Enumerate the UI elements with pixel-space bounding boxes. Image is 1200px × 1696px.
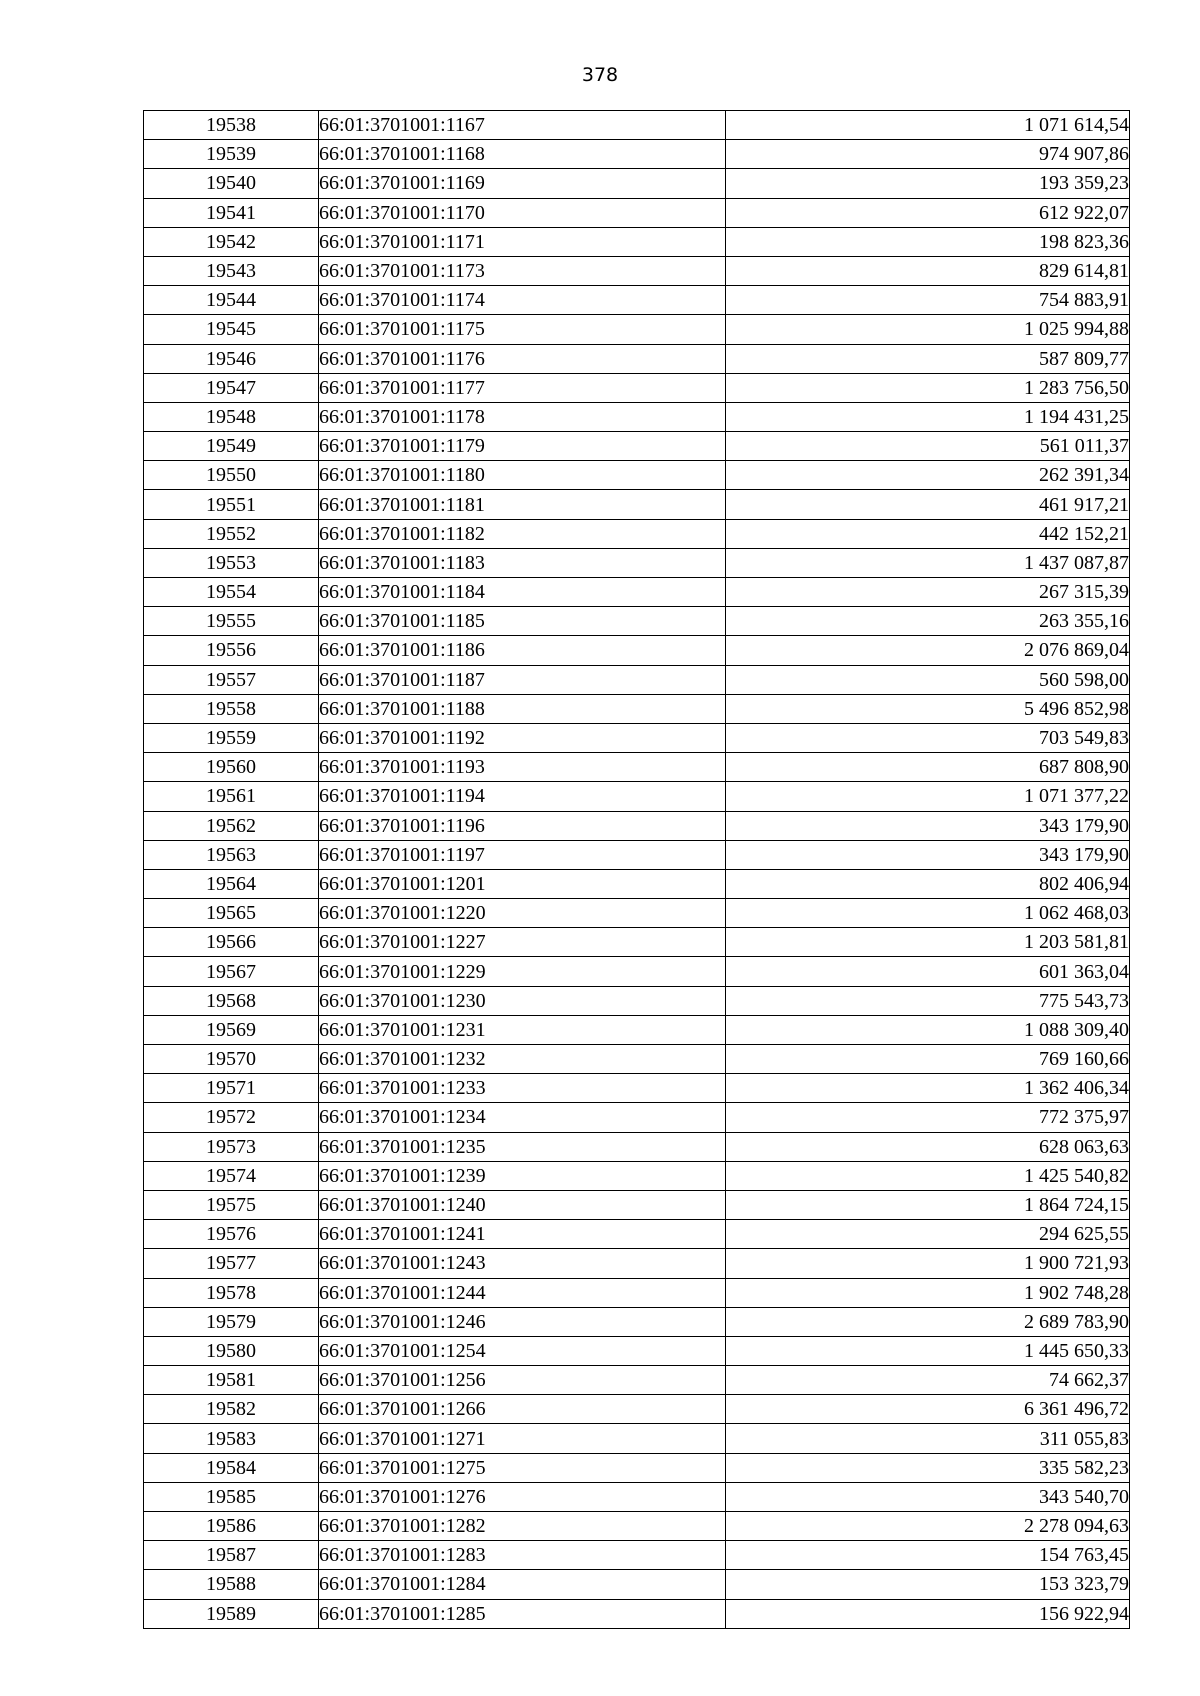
table-row: [144, 1190, 1130, 1219]
table-row: [144, 1161, 1130, 1190]
cadastral-value-cell: 829 614,81: [726, 256, 1130, 285]
row-number-cell: 19546: [144, 344, 319, 373]
cadastral-value-cell: 1 071 377,22: [726, 782, 1130, 811]
row-number-cell: 19587: [144, 1541, 319, 1570]
row-number-cell: 19576: [144, 1220, 319, 1249]
cadastral-number-cell: 66:01:3701001:1197: [319, 840, 726, 869]
cadastral-number-cell: 66:01:3701001:1230: [319, 986, 726, 1015]
cadastral-number-cell: 66:01:3701001:1240: [319, 1190, 726, 1219]
cadastral-value-cell: 6 361 496,72: [726, 1395, 1130, 1424]
table-row: [144, 169, 1130, 198]
cadastral-value-cell: 1 900 721,93: [726, 1249, 1130, 1278]
cadastral-value-cell: 267 315,39: [726, 578, 1130, 607]
cadastral-value-cell: 1 025 994,88: [726, 315, 1130, 344]
row-number-cell: 19555: [144, 607, 319, 636]
table-row: [144, 227, 1130, 256]
cadastral-number-cell: 66:01:3701001:1184: [319, 578, 726, 607]
table-row: [144, 490, 1130, 519]
cadastral-number-cell: 66:01:3701001:1186: [319, 636, 726, 665]
table-row: [144, 1074, 1130, 1103]
cadastral-value-cell: 153 323,79: [726, 1570, 1130, 1599]
row-number-cell: 19542: [144, 227, 319, 256]
cadastral-number-cell: 66:01:3701001:1241: [319, 1220, 726, 1249]
table-row: [144, 665, 1130, 694]
cadastral-number-cell: 66:01:3701001:1244: [319, 1278, 726, 1307]
cadastral-value-cell: 772 375,97: [726, 1103, 1130, 1132]
page-number: 378: [581, 64, 619, 86]
cadastral-number-cell: 66:01:3701001:1201: [319, 869, 726, 898]
table-row: [144, 140, 1130, 169]
row-number-cell: 19553: [144, 548, 319, 577]
row-number-cell: 19544: [144, 286, 319, 315]
cadastral-number-cell: 66:01:3701001:1246: [319, 1307, 726, 1336]
row-number-cell: 19570: [144, 1045, 319, 1074]
table-row: [144, 1307, 1130, 1336]
table-row: [144, 607, 1130, 636]
table-row: [144, 578, 1130, 607]
row-number-cell: 19549: [144, 432, 319, 461]
cadastral-number-cell: 66:01:3701001:1233: [319, 1074, 726, 1103]
cadastral-number-cell: 66:01:3701001:1271: [319, 1424, 726, 1453]
row-number-cell: 19573: [144, 1132, 319, 1161]
table-row: [144, 1015, 1130, 1044]
row-number-cell: 19569: [144, 1015, 319, 1044]
cadastral-value-cell: 775 543,73: [726, 986, 1130, 1015]
cadastral-value-cell: 802 406,94: [726, 869, 1130, 898]
row-number-cell: 19566: [144, 928, 319, 957]
cadastral-value-cell: 1 062 468,03: [726, 899, 1130, 928]
table-row: [144, 286, 1130, 315]
cadastral-value-cell: 1 203 581,81: [726, 928, 1130, 957]
cadastral-number-cell: 66:01:3701001:1283: [319, 1541, 726, 1570]
cadastral-value-table: [143, 110, 1130, 1629]
cadastral-value-cell: 703 549,83: [726, 723, 1130, 752]
table-row: [144, 198, 1130, 227]
cadastral-number-cell: 66:01:3701001:1254: [319, 1336, 726, 1365]
table-row: [144, 1512, 1130, 1541]
table-row: [144, 1366, 1130, 1395]
row-number-cell: 19557: [144, 665, 319, 694]
cadastral-number-cell: 66:01:3701001:1234: [319, 1103, 726, 1132]
row-number-cell: 19572: [144, 1103, 319, 1132]
table-row: [144, 315, 1130, 344]
table-row: [144, 1453, 1130, 1482]
table-row: [144, 1570, 1130, 1599]
cadastral-number-cell: 66:01:3701001:1185: [319, 607, 726, 636]
cadastral-value-cell: 1 437 087,87: [726, 548, 1130, 577]
table-row: [144, 519, 1130, 548]
cadastral-value-cell: 2 278 094,63: [726, 1512, 1130, 1541]
row-number-cell: 19540: [144, 169, 319, 198]
cadastral-number-cell: 66:01:3701001:1187: [319, 665, 726, 694]
table-row: [144, 1278, 1130, 1307]
cadastral-number-cell: 66:01:3701001:1183: [319, 548, 726, 577]
row-number-cell: 19551: [144, 490, 319, 519]
cadastral-number-cell: 66:01:3701001:1232: [319, 1045, 726, 1074]
cadastral-number-cell: 66:01:3701001:1168: [319, 140, 726, 169]
cadastral-number-cell: 66:01:3701001:1266: [319, 1395, 726, 1424]
row-number-cell: 19538: [144, 111, 319, 140]
cadastral-value-cell: 1 362 406,34: [726, 1074, 1130, 1103]
cadastral-value-cell: 1 194 431,25: [726, 402, 1130, 431]
cadastral-value-cell: 154 763,45: [726, 1541, 1130, 1570]
cadastral-value-cell: 560 598,00: [726, 665, 1130, 694]
row-number-cell: 19585: [144, 1482, 319, 1511]
table-row: [144, 1482, 1130, 1511]
cadastral-value-cell: 311 055,83: [726, 1424, 1130, 1453]
row-number-cell: 19578: [144, 1278, 319, 1307]
row-number-cell: 19567: [144, 957, 319, 986]
row-number-cell: 19588: [144, 1570, 319, 1599]
cadastral-number-cell: 66:01:3701001:1170: [319, 198, 726, 227]
cadastral-value-cell: 1 425 540,82: [726, 1161, 1130, 1190]
table-row: [144, 753, 1130, 782]
table-row: [144, 256, 1130, 285]
cadastral-value-cell: 612 922,07: [726, 198, 1130, 227]
row-number-cell: 19581: [144, 1366, 319, 1395]
table-row: [144, 957, 1130, 986]
cadastral-value-cell: 262 391,34: [726, 461, 1130, 490]
table-row: [144, 1045, 1130, 1074]
cadastral-value-cell: 442 152,21: [726, 519, 1130, 548]
table-row: [144, 840, 1130, 869]
row-number-cell: 19582: [144, 1395, 319, 1424]
row-number-cell: 19568: [144, 986, 319, 1015]
cadastral-number-cell: 66:01:3701001:1178: [319, 402, 726, 431]
cadastral-value-cell: 343 179,90: [726, 811, 1130, 840]
table-row: [144, 111, 1130, 140]
cadastral-number-cell: 66:01:3701001:1282: [319, 1512, 726, 1541]
cadastral-value-cell: 754 883,91: [726, 286, 1130, 315]
cadastral-value-cell: 263 355,16: [726, 607, 1130, 636]
cadastral-number-cell: 66:01:3701001:1275: [319, 1453, 726, 1482]
cadastral-number-cell: 66:01:3701001:1176: [319, 344, 726, 373]
row-number-cell: 19577: [144, 1249, 319, 1278]
cadastral-value-cell: 74 662,37: [726, 1366, 1130, 1395]
cadastral-number-cell: 66:01:3701001:1182: [319, 519, 726, 548]
row-number-cell: 19561: [144, 782, 319, 811]
cadastral-value-cell: 561 011,37: [726, 432, 1130, 461]
cadastral-value-cell: 461 917,21: [726, 490, 1130, 519]
row-number-cell: 19574: [144, 1161, 319, 1190]
cadastral-value-cell: 156 922,94: [726, 1599, 1130, 1628]
cadastral-value-cell: 687 808,90: [726, 753, 1130, 782]
row-number-cell: 19560: [144, 753, 319, 782]
table-row: [144, 723, 1130, 752]
row-number-cell: 19545: [144, 315, 319, 344]
row-number-cell: 19565: [144, 899, 319, 928]
cadastral-number-cell: 66:01:3701001:1276: [319, 1482, 726, 1511]
row-number-cell: 19547: [144, 373, 319, 402]
table-row: [144, 432, 1130, 461]
cadastral-number-cell: 66:01:3701001:1169: [319, 169, 726, 198]
table-row: [144, 811, 1130, 840]
cadastral-number-cell: 66:01:3701001:1175: [319, 315, 726, 344]
cadastral-value-cell: 5 496 852,98: [726, 694, 1130, 723]
table-row: [144, 694, 1130, 723]
row-number-cell: 19575: [144, 1190, 319, 1219]
row-number-cell: 19579: [144, 1307, 319, 1336]
cadastral-number-cell: 66:01:3701001:1231: [319, 1015, 726, 1044]
table-row: [144, 1395, 1130, 1424]
table-row: [144, 1424, 1130, 1453]
cadastral-number-cell: 66:01:3701001:1285: [319, 1599, 726, 1628]
table-body: [144, 111, 1130, 1629]
cadastral-value-cell: 1 088 309,40: [726, 1015, 1130, 1044]
cadastral-number-cell: 66:01:3701001:1192: [319, 723, 726, 752]
table-row: [144, 1599, 1130, 1628]
row-number-cell: 19584: [144, 1453, 319, 1482]
row-number-cell: 19541: [144, 198, 319, 227]
table-row: [144, 782, 1130, 811]
cadastral-number-cell: 66:01:3701001:1171: [319, 227, 726, 256]
cadastral-value-cell: 193 359,23: [726, 169, 1130, 198]
cadastral-value-cell: 587 809,77: [726, 344, 1130, 373]
cadastral-value-cell: 1 864 724,15: [726, 1190, 1130, 1219]
cadastral-number-cell: 66:01:3701001:1284: [319, 1570, 726, 1599]
row-number-cell: 19552: [144, 519, 319, 548]
table-row: [144, 461, 1130, 490]
row-number-cell: 19583: [144, 1424, 319, 1453]
cadastral-number-cell: 66:01:3701001:1229: [319, 957, 726, 986]
row-number-cell: 19559: [144, 723, 319, 752]
cadastral-value-cell: 2 689 783,90: [726, 1307, 1130, 1336]
table-row: [144, 986, 1130, 1015]
row-number-cell: 19586: [144, 1512, 319, 1541]
table-row: [144, 1249, 1130, 1278]
row-number-cell: 19571: [144, 1074, 319, 1103]
cadastral-value-cell: 198 823,36: [726, 227, 1130, 256]
cadastral-number-cell: 66:01:3701001:1188: [319, 694, 726, 723]
row-number-cell: 19563: [144, 840, 319, 869]
table-row: [144, 1336, 1130, 1365]
table-row: [144, 636, 1130, 665]
cadastral-number-cell: 66:01:3701001:1256: [319, 1366, 726, 1395]
cadastral-number-cell: 66:01:3701001:1194: [319, 782, 726, 811]
cadastral-number-cell: 66:01:3701001:1180: [319, 461, 726, 490]
row-number-cell: 19558: [144, 694, 319, 723]
row-number-cell: 19562: [144, 811, 319, 840]
cadastral-number-cell: 66:01:3701001:1179: [319, 432, 726, 461]
table-row: [144, 1103, 1130, 1132]
cadastral-number-cell: 66:01:3701001:1177: [319, 373, 726, 402]
row-number-cell: 19556: [144, 636, 319, 665]
row-number-cell: 19554: [144, 578, 319, 607]
cadastral-value-cell: 335 582,23: [726, 1453, 1130, 1482]
cadastral-value-cell: 601 363,04: [726, 957, 1130, 986]
cadastral-value-cell: 1 445 650,33: [726, 1336, 1130, 1365]
table-row: [144, 1541, 1130, 1570]
cadastral-number-cell: 66:01:3701001:1193: [319, 753, 726, 782]
cadastral-value-cell: 769 160,66: [726, 1045, 1130, 1074]
table-row: [144, 869, 1130, 898]
row-number-cell: 19543: [144, 256, 319, 285]
cadastral-value-cell: 1 902 748,28: [726, 1278, 1130, 1307]
table-row: [144, 1220, 1130, 1249]
cadastral-value-cell: 974 907,86: [726, 140, 1130, 169]
cadastral-number-cell: 66:01:3701001:1235: [319, 1132, 726, 1161]
table-row: [144, 402, 1130, 431]
row-number-cell: 19539: [144, 140, 319, 169]
table-row: [144, 899, 1130, 928]
cadastral-value-cell: 294 625,55: [726, 1220, 1130, 1249]
cadastral-value-cell: 2 076 869,04: [726, 636, 1130, 665]
table-row: [144, 928, 1130, 957]
cadastral-number-cell: 66:01:3701001:1181: [319, 490, 726, 519]
table-row: [144, 373, 1130, 402]
cadastral-number-cell: 66:01:3701001:1167: [319, 111, 726, 140]
cadastral-value-cell: 1 071 614,54: [726, 111, 1130, 140]
table-row: [144, 344, 1130, 373]
row-number-cell: 19580: [144, 1336, 319, 1365]
cadastral-number-cell: 66:01:3701001:1243: [319, 1249, 726, 1278]
row-number-cell: 19589: [144, 1599, 319, 1628]
cadastral-number-cell: 66:01:3701001:1227: [319, 928, 726, 957]
cadastral-number-cell: 66:01:3701001:1239: [319, 1161, 726, 1190]
cadastral-value-cell: 343 179,90: [726, 840, 1130, 869]
cadastral-number-cell: 66:01:3701001:1173: [319, 256, 726, 285]
cadastral-value-cell: 343 540,70: [726, 1482, 1130, 1511]
row-number-cell: 19548: [144, 402, 319, 431]
cadastral-value-cell: 1 283 756,50: [726, 373, 1130, 402]
cadastral-number-cell: 66:01:3701001:1196: [319, 811, 726, 840]
row-number-cell: 19564: [144, 869, 319, 898]
row-number-cell: 19550: [144, 461, 319, 490]
table-row: [144, 1132, 1130, 1161]
cadastral-number-cell: 66:01:3701001:1220: [319, 899, 726, 928]
table-row: [144, 548, 1130, 577]
cadastral-value-cell: 628 063,63: [726, 1132, 1130, 1161]
cadastral-number-cell: 66:01:3701001:1174: [319, 286, 726, 315]
